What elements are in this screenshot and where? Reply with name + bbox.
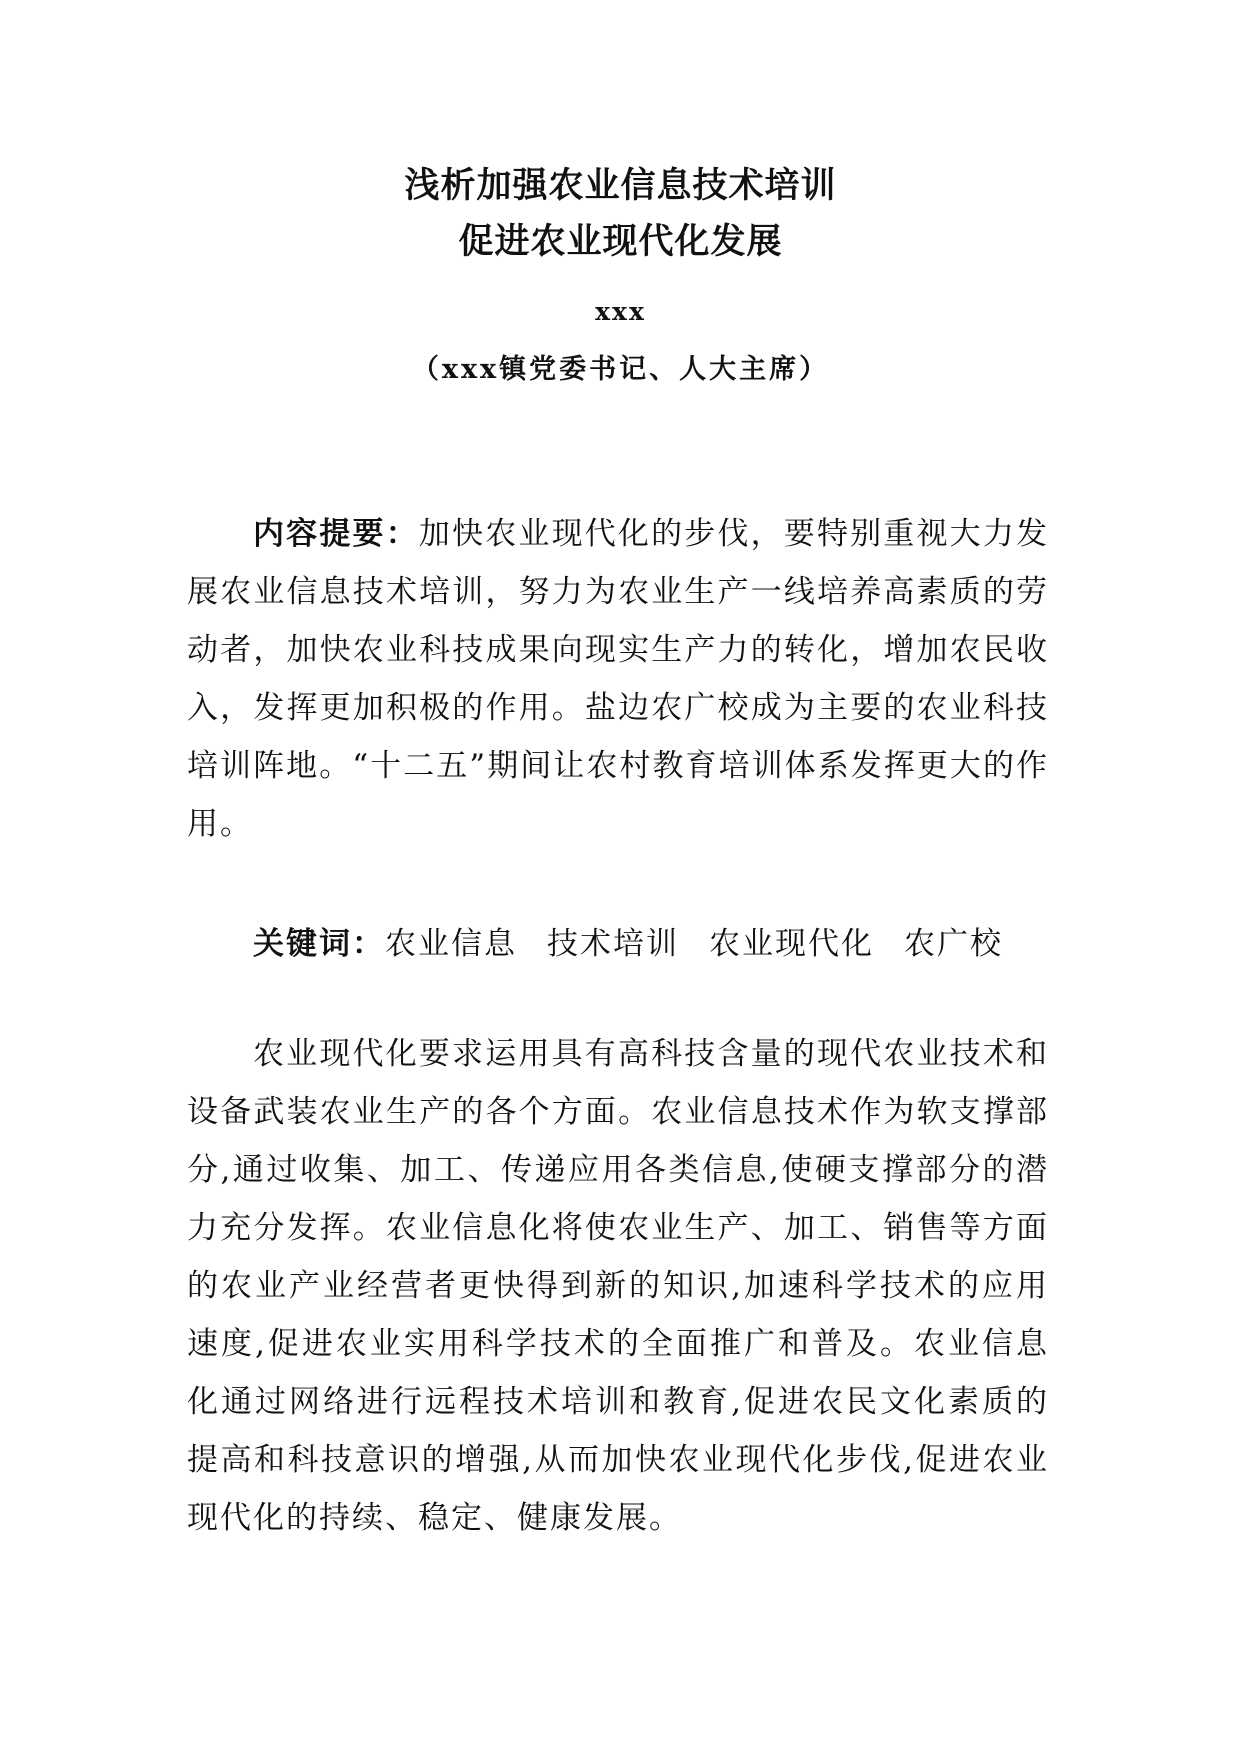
title-block	[0, 158, 1241, 390]
author-name: xxx	[595, 297, 646, 326]
keyword-item: 技术培训	[547, 926, 679, 962]
keyword-item: 农业现代化	[709, 926, 874, 962]
keyword-item: 农广校	[904, 926, 1003, 962]
document-title-line-1: 浅析加强农业信息技术培训	[404, 165, 837, 206]
abstract-paragraph	[187, 505, 1049, 853]
keywords-label: 关键词：	[253, 926, 385, 962]
abstract-label: 内容提要：	[253, 516, 419, 552]
keyword-item: 农业信息	[385, 926, 517, 962]
abstract-text: 加快农业现代化的步伐，要特别重视大力发展农业信息技术培训，努力为农业生产一线培养高素质的劳动者，加快农业科技成果向现实生产力的转化，增加农民收入，发挥更加积极的作用。盐边农广校成为主要的农业科技培训阵地。“十二五”期间让农村教育培训体系发挥更大的作用。	[187, 516, 1050, 842]
intro-paragraph: 农业现代化要求运用具有高科技含量的现代农业技术和设备武装农业生产的各个方面。农业信息技术作为软支撑部分,通过收集、加工、传递应用各类信息,使硬支撑部分的潜力充分发挥。农业信息化将使农业生产、加工、销售等方面的农业产业经营者更快得到新的知识,加速科学技术的应用速度,促进农业实用科学技术的全面推广和普及。农业信息化通过网络进行远程技术培训和教育,促进农民文化素质的提高和科技意识的增强,从而加快农业现代化步伐,促进农业现代化的持续、稳定、健康发展。	[187, 1036, 1049, 1536]
keywords-paragraph	[187, 915, 1049, 973]
document-title-line-2: 促进农业现代化发展	[458, 221, 783, 262]
author-affiliation: （xxx镇党委书记、人大主席）	[411, 354, 830, 385]
